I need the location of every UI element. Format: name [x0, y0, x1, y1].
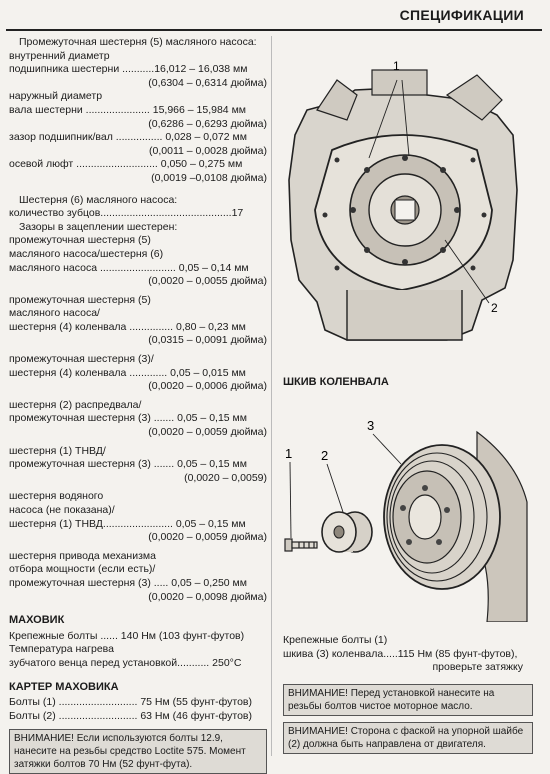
pulley-line: шкива (3) коленвала.....115 Нм (85 фунт-футов),	[283, 647, 518, 660]
backlash-item	[9, 234, 267, 288]
backlash-item	[9, 550, 267, 604]
oil-idler-intro: Промежуточная шестерня (5) масляного насоса:	[19, 36, 257, 48]
backlash-line: отбора мощности (если есть)/	[9, 563, 156, 576]
fig2-callout: 2	[321, 448, 329, 463]
spec-label: наружный диаметр	[9, 90, 103, 103]
pulley-spec	[283, 634, 523, 675]
backlash-line: шестерня (4) коленвала ............. 0,05 – 0,015 мм	[9, 366, 246, 379]
backlash-imperial: (0,0020 – 0,0006 дюйма)	[148, 380, 267, 393]
backlash-line: промежуточная шестерня (3) ....... 0,05 – 0,15 мм	[9, 412, 247, 425]
backlash-line: шестерня (4) коленвала ............... 0,80 – 0,23 мм	[9, 320, 246, 333]
fig2-callout: 3	[367, 418, 375, 433]
backlash-line: шестерня (2) распредвала/	[9, 398, 142, 411]
fig1-callout: 2	[491, 301, 498, 315]
backlash-line: шестерня водяного	[9, 490, 104, 503]
oil-note: ВНИМАНИЕ! Перед установкой нанесите на резьбы болтов чистое моторное масло.	[283, 684, 533, 716]
backlash-line: масляного насоса/	[9, 307, 100, 320]
backlash-intro: Зазоры в зацеплении шестерен:	[19, 220, 178, 233]
backlash-imperial: (0,0020 – 0,0098 дюйма)	[148, 590, 267, 603]
backlash-spec-list	[9, 234, 267, 604]
pulley-line: Крепежные болты (1)	[283, 634, 388, 646]
backlash-item	[9, 445, 267, 486]
backlash-line: шестерня привода механизма	[9, 549, 156, 562]
spec-label: внутренний диаметр	[9, 49, 110, 62]
pulley-check: проверьте затяжку	[432, 661, 523, 674]
page-title: СПЕЦИФИКАЦИИ	[399, 7, 524, 23]
backlash-line: масляного насоса .......................... 0,05 – 0,14 мм	[9, 261, 249, 274]
fig1-callout: 1	[393, 59, 400, 73]
backlash-imperial: (0,0020 – 0,0059 дюйма)	[148, 531, 267, 544]
crankshaft-pulley-illustration	[277, 392, 532, 622]
backlash-line: промежуточная шестерня (3)/	[9, 353, 154, 366]
spec-value-line: зазор подшипник/вал ................ 0,028 – 0,072 мм	[9, 131, 247, 144]
backlash-line: промежуточная шестерня (3) ....... 0,05 – 0,15 мм	[9, 458, 247, 471]
column-divider	[271, 36, 272, 756]
backlash-item	[9, 353, 267, 394]
flywheel-line: Крепежные болты ...... 140 Нм (103 фунт-футов)	[9, 629, 245, 642]
spec-imperial: (0,0011 – 0,0028 дюйма)	[149, 144, 267, 157]
flywheel-housing-line: Болты (1) ........................... 75 Нм (55 фунт-футов)	[9, 696, 252, 709]
backlash-imperial: (0,0020 – 0,0055 дюйма)	[148, 275, 267, 288]
backlash-line: насоса (не показана)/	[9, 504, 115, 516]
oil-idler-spec-list	[9, 50, 267, 186]
backlash-item	[9, 399, 267, 440]
backlash-item	[9, 490, 267, 544]
backlash-imperial: (0,0020 – 0,0059 дюйма)	[148, 426, 267, 439]
fig2-callout: 1	[285, 446, 293, 461]
flywheel-line: зубчатого венца перед установкой........... 250°C	[9, 656, 242, 669]
backlash-line: промежуточная шестерня (5)	[9, 234, 151, 247]
backlash-line: шестерня (1) ТНВД/	[9, 444, 106, 457]
backlash-line: промежуточная шестерня (3) ..... 0,05 – 0,250 мм	[9, 576, 247, 589]
backlash-line: шестерня (1) ТНВД........................ 0,05 – 0,15 мм	[9, 517, 246, 530]
spec-value-line: подшипника шестерни ...........16,012 – 16,038 мм	[9, 63, 248, 76]
backlash-imperial: (0,0315 – 0,0091 дюйма)	[148, 334, 267, 347]
flywheel-housing-heading: КАРТЕР МАХОВИКА	[9, 680, 119, 693]
spec-imperial: (0,6304 – 0,6314 дюйма)	[148, 76, 267, 89]
pulley-section-title: ШКИВ КОЛЕНВАЛА	[283, 376, 389, 388]
oil-gear-intro: Шестерня (6) масляного насоса:	[19, 193, 178, 206]
oil-gear-teeth: количество зубцов.............................................17	[9, 207, 244, 220]
backlash-imperial: (0,0020 – 0,0059)	[184, 471, 267, 484]
flywheel-housing-illustration	[277, 40, 532, 365]
flywheel-line: Температура нагрева	[9, 643, 114, 656]
spec-column-left	[9, 36, 267, 774]
backlash-line: промежуточная шестерня (5)	[9, 293, 151, 306]
backlash-item	[9, 294, 267, 348]
backlash-line: масляного насоса/шестерня (6)	[9, 247, 164, 260]
spec-imperial: (0,6286 – 0,6293 дюйма)	[148, 117, 267, 130]
spec-imperial: (0,0019 –0,0108 дюйма)	[151, 171, 267, 184]
flywheel-heading: МАХОВИК	[9, 614, 65, 627]
spec-value-line: осевой люфт ............................ 0,050 – 0,275 мм	[9, 158, 243, 171]
flywheel-housing-line: Болты (2) ........................... 63 Нм (46 фунт-футов)	[9, 709, 252, 722]
header-rule	[6, 29, 542, 31]
loctite-note: ВНИМАНИЕ! Если используются болты 12.9, нанесите на резьбы средство Loctite 575. Момент затяжки болтов 70 Нм (52 фунт-фута).	[9, 729, 267, 774]
spec-value-line: вала шестерни ...................... 15,966 – 15,984 мм	[9, 103, 247, 116]
chamfer-note: ВНИМАНИЕ! Сторона с фаской на упорной шайбе (2) должна быть направлена от двигателя.	[283, 722, 533, 754]
